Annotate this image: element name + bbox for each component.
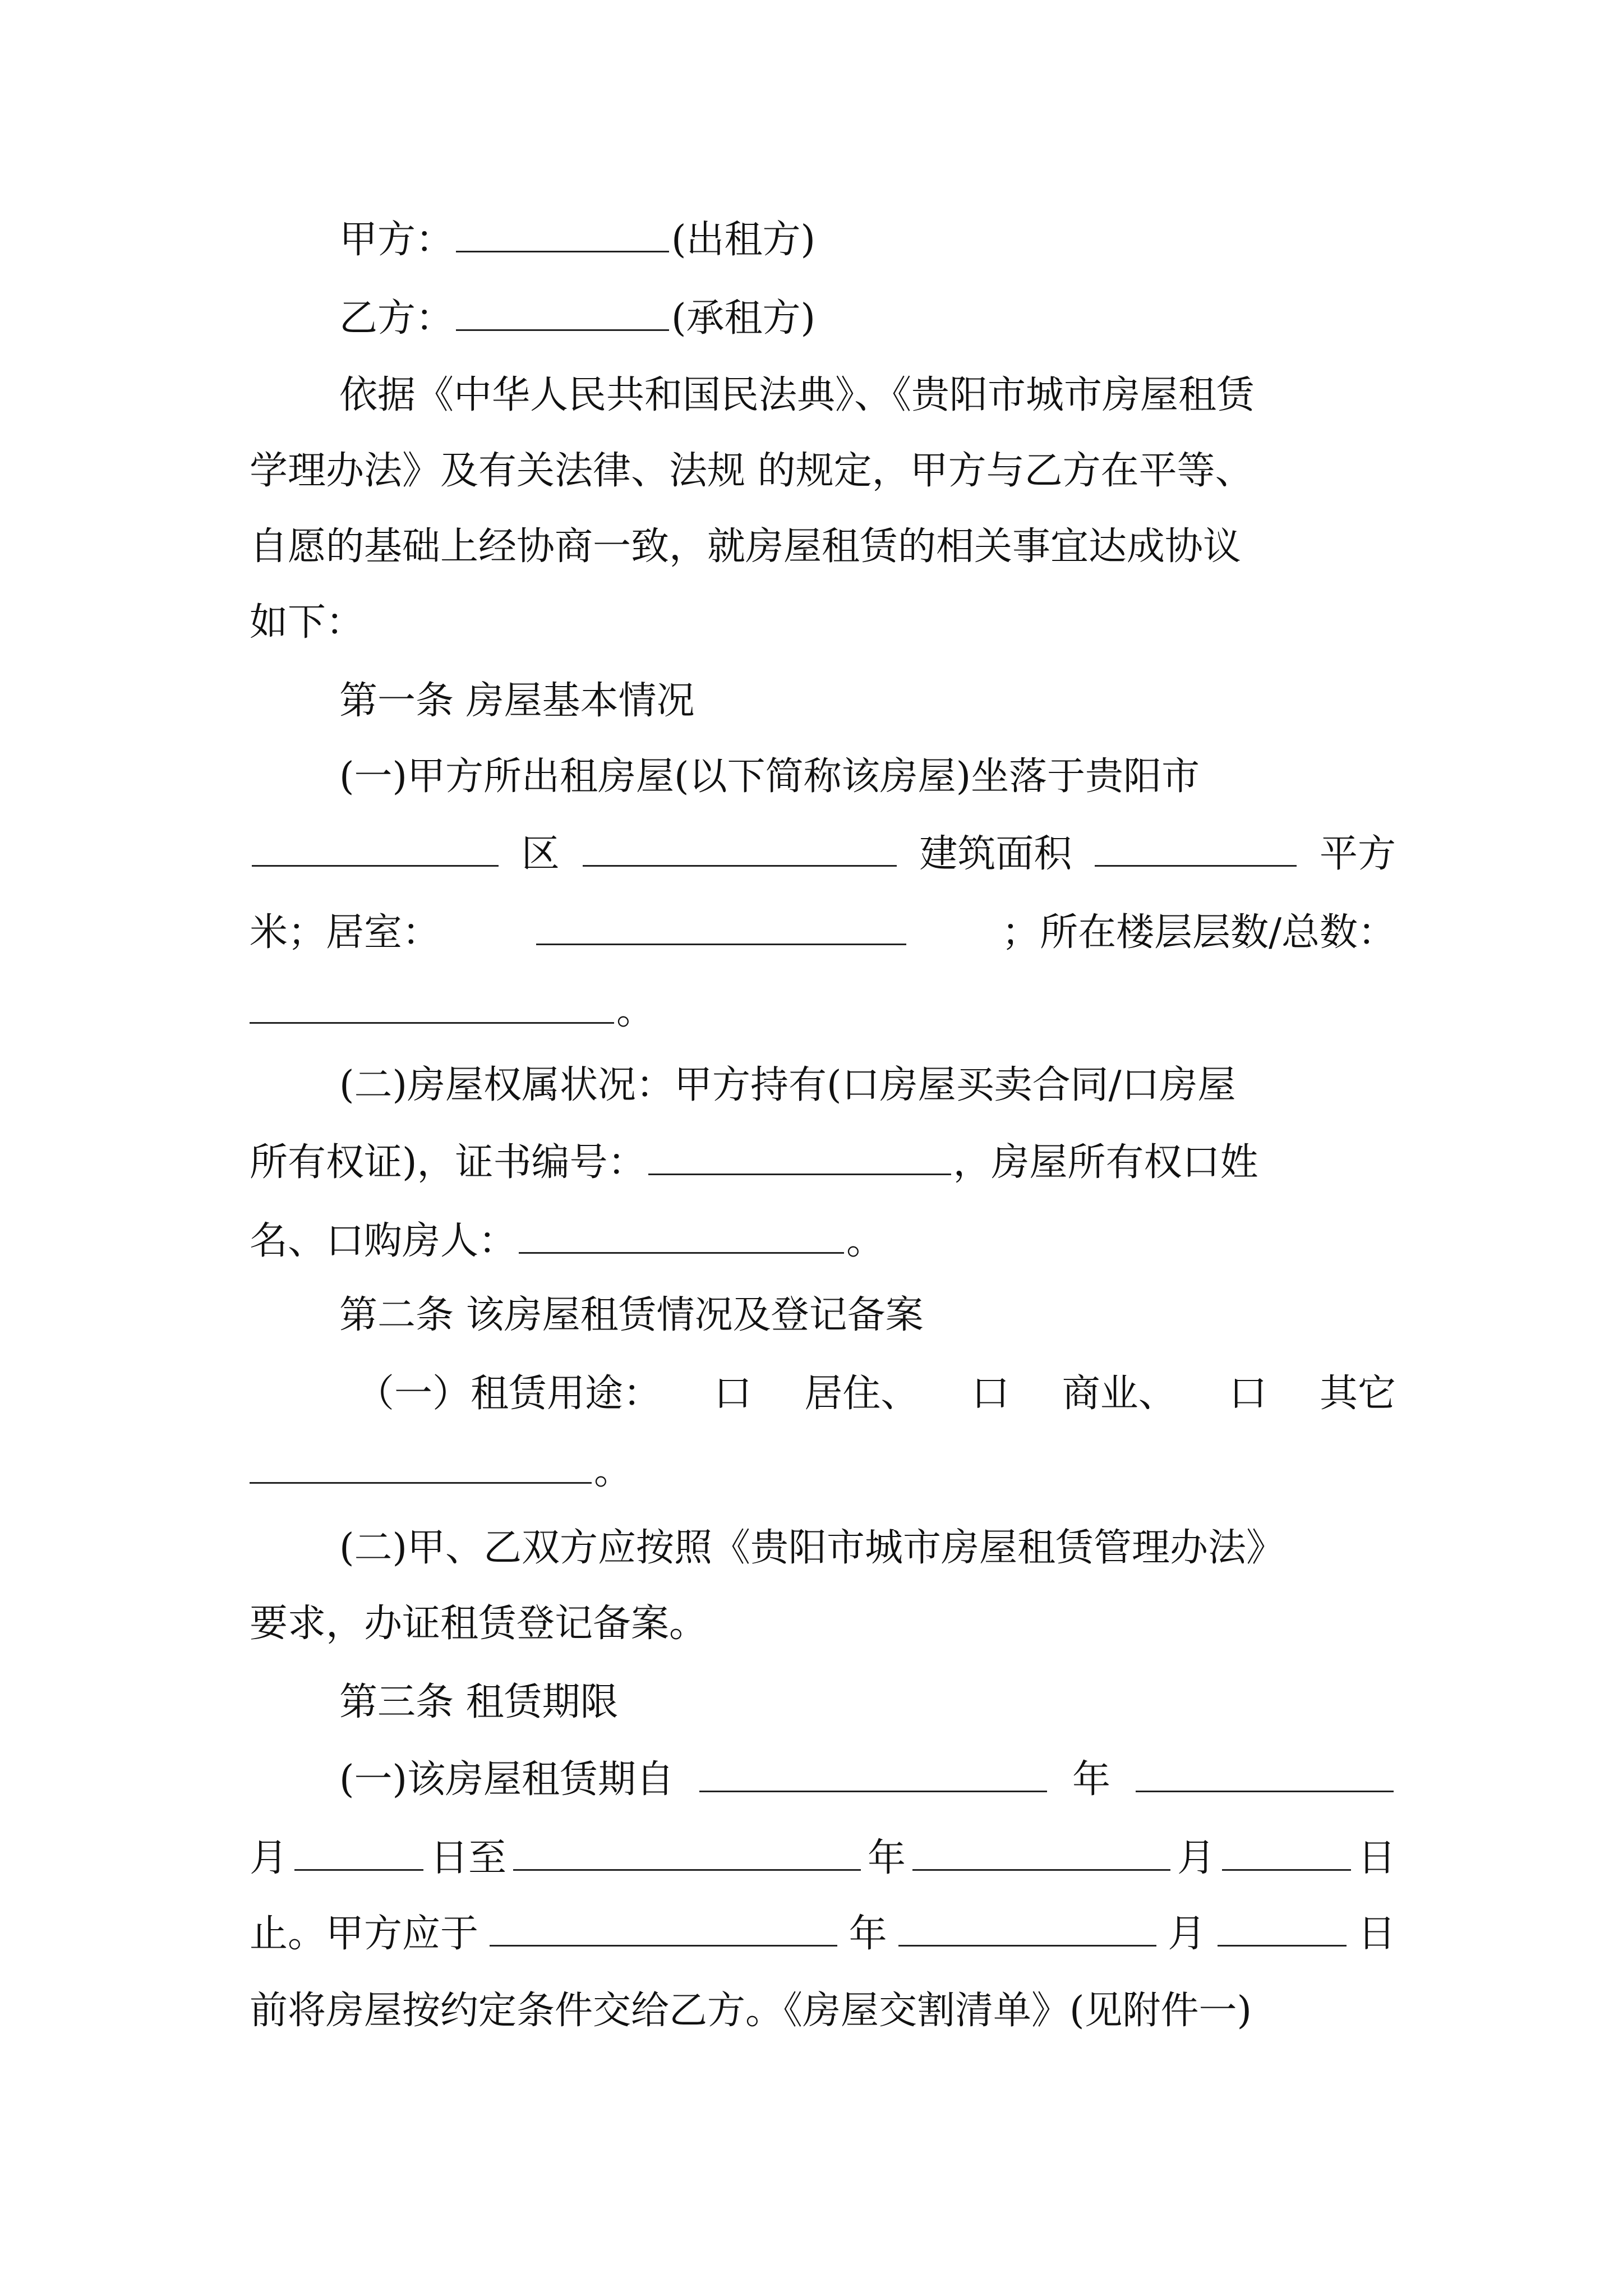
residential-checkbox[interactable]: 口 (713, 1372, 752, 1416)
use-period: 。 (594, 1449, 633, 1493)
delivery-month-label: 月 (1168, 1912, 1206, 1956)
article-2-use-line-2 (250, 1447, 1396, 1494)
term-from-label: (一)该房屋租赁期自 (339, 1757, 675, 1802)
delivery-year-blank (490, 1910, 837, 1947)
floors-blank (250, 987, 614, 1024)
floors-period: 。 (616, 989, 655, 1033)
article-2-use-line (356, 1372, 1396, 1416)
delivery-label: 止。甲方应于 (250, 1912, 479, 1956)
use-other: 其它 (1319, 1372, 1396, 1416)
party-a-line (339, 216, 1396, 263)
end-day-blank (1222, 1834, 1351, 1871)
start-year-label: 年 (1072, 1757, 1111, 1802)
floors-label: ；所在楼层层数/总数： (1002, 910, 1396, 955)
party-b-line (339, 295, 1396, 341)
use-residential: 居住、 (804, 1372, 919, 1416)
buyer-blank (519, 1217, 844, 1254)
cert-number-blank (648, 1139, 951, 1175)
area-blank (1095, 830, 1297, 867)
party-b-label: 乙方： (339, 296, 454, 341)
other-checkbox[interactable]: 口 (1229, 1372, 1267, 1416)
delivery-month-blank (898, 1910, 1156, 1947)
end-year-label: 年 (867, 1836, 906, 1880)
rooms-blank (536, 909, 906, 945)
commercial-checkbox[interactable]: 口 (971, 1372, 1009, 1416)
article-3-p1-line-4: 前将房屋按约定条件交给乙方。《房屋交割清单》(见附件一) (250, 1989, 1252, 2033)
buyer-label: 名、口购房人： (250, 1219, 517, 1263)
preamble-line-3: 自愿的基础上经协商一致，就房屋租赁的相关事宜达成协议 (250, 524, 1242, 569)
article-1-p1-line-3 (250, 909, 1396, 955)
article-2-p2-line-1: (二)甲、乙双方应按照《贵阳市城市房屋租赁管理办法》 (339, 1526, 1285, 1570)
party-b-blank (456, 295, 669, 331)
article-1-p2-line-2 (250, 1139, 1396, 1185)
district-label: 区 (521, 832, 560, 876)
article-3-p1-line-3 (250, 1910, 1396, 1957)
article-1-title: 第一条 房屋基本情况 (339, 679, 695, 723)
delivery-year-label: 年 (849, 1912, 887, 1956)
buyer-period: 。 (846, 1219, 885, 1263)
party-a-blank (456, 216, 669, 252)
party-a-role: (出租方) (671, 218, 816, 262)
article-2-title: 第二条 该房屋租赁情况及登记备案 (339, 1293, 924, 1337)
preamble-line-2: 学理办法》及有关法律、法规 的规定，甲方与乙方在平等、 (250, 449, 1253, 493)
article-2-p2-line-2: 要求，办证租赁登记备案。 (250, 1602, 708, 1646)
article-1-p2-line-3 (250, 1217, 1396, 1264)
use-commercial: 商业、 (1062, 1372, 1177, 1416)
party-b-role: (承租方) (671, 296, 816, 341)
party-a-label: 甲方： (339, 218, 454, 262)
article-1-p2-line-1: (二)房屋权属状况：甲方持有(口房屋买卖合同/口房屋 (339, 1063, 1236, 1107)
end-day-label: 日 (1357, 1836, 1396, 1880)
start-day-blank (294, 1834, 423, 1871)
sqm-label: 平方 (1319, 832, 1396, 876)
start-month-label: 月 (250, 1836, 288, 1880)
article-3-title: 第三条 租赁期限 (339, 1680, 619, 1724)
article-1-p1-line-4 (250, 987, 1396, 1034)
preamble-line-4: 如下： (250, 600, 365, 645)
rooms-label: 米；居室： (250, 910, 441, 955)
district-blank (252, 830, 499, 867)
delivery-day-blank (1218, 1910, 1347, 1947)
start-month-blank (1136, 1756, 1394, 1792)
end-year-blank (513, 1834, 861, 1871)
district-detail-blank (583, 830, 897, 867)
end-month-label: 月 (1177, 1836, 1215, 1880)
use-other-blank (250, 1447, 592, 1484)
end-month-blank (912, 1834, 1170, 1871)
cert-label: 所有权证)，证书编号： (250, 1140, 646, 1185)
owner-label: ，房屋所有权口姓 (953, 1140, 1258, 1185)
article-1-p1-line-1: (一)甲方所出租房屋(以下简称该房屋)坐落于贵阳市 (339, 754, 1200, 799)
until-label: 日至 (430, 1836, 506, 1880)
article-1-p1-line-2 (250, 830, 1396, 877)
article-3-p1-line-2 (250, 1834, 1396, 1881)
use-label: （一）租赁用途： (356, 1372, 662, 1416)
preamble-line-1: 依据《中华人民共和国民法典》、《贵阳市城市房屋租赁 (339, 373, 1255, 417)
start-year-blank (699, 1756, 1047, 1792)
area-label: 建筑面积 (919, 832, 1072, 876)
delivery-day-label: 日 (1357, 1912, 1396, 1956)
article-3-p1-line-1 (339, 1756, 1396, 1802)
